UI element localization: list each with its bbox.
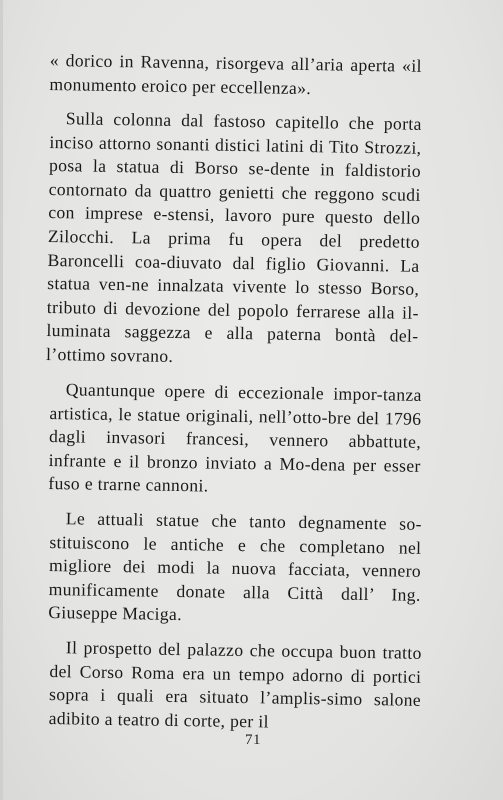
paragraph-2: Sulla colonna dal fastoso capitello che porta inciso attorno sonanti distici latini di Tito Strozzi, posa la statua di Borso se-dente in faldistorio contornato da quattro genietti che reggono scudi con imprese e-stensi, lavoro pure questo dello Zilocchi. La prima fu opera del predetto Baroncelli coa-diuvato dal figlio Giovanni. La statua ven-ne innalzata vivente lo stesso Borso, tributo di devozione del popolo ferrarese alla il-luminata saggezza e alla paterna bontà del-l’ottimo sovrano. — [45, 108, 422, 367]
page-number: 71 — [245, 732, 261, 748]
paragraph-4: Le attuali statue che tanto degnamente so-stituiscono le antiche e che completano nel migliore dei modi la nuova facciata, vennero munificamente donate alla Città dall’ Ing. Giuseppe Maciga. — [48, 507, 422, 625]
paragraph-3: Quantunque opere di eccezionale impor-tanza artistica, le statue originali, nell’otto-bre del 1796 dagli invasori francesi, vennero abbattute, infrante e il bronzo inviato a Mo-dena per esser fuso e trarne cannoni. — [48, 378, 422, 496]
body-text — [45, 49, 422, 731]
paragraph-1: « dorico in Ravenna, risorgeva all’aria aperta «il monumento eroico per eccellenza». — [49, 49, 422, 98]
paragraph-5: Il prospetto del palazzo che occupa buon tratto del Corso Roma era un tempo adorno di portici sopra i quali era situato l’amplis-simo salone adibito a teatro di corte, per il — [48, 636, 422, 731]
